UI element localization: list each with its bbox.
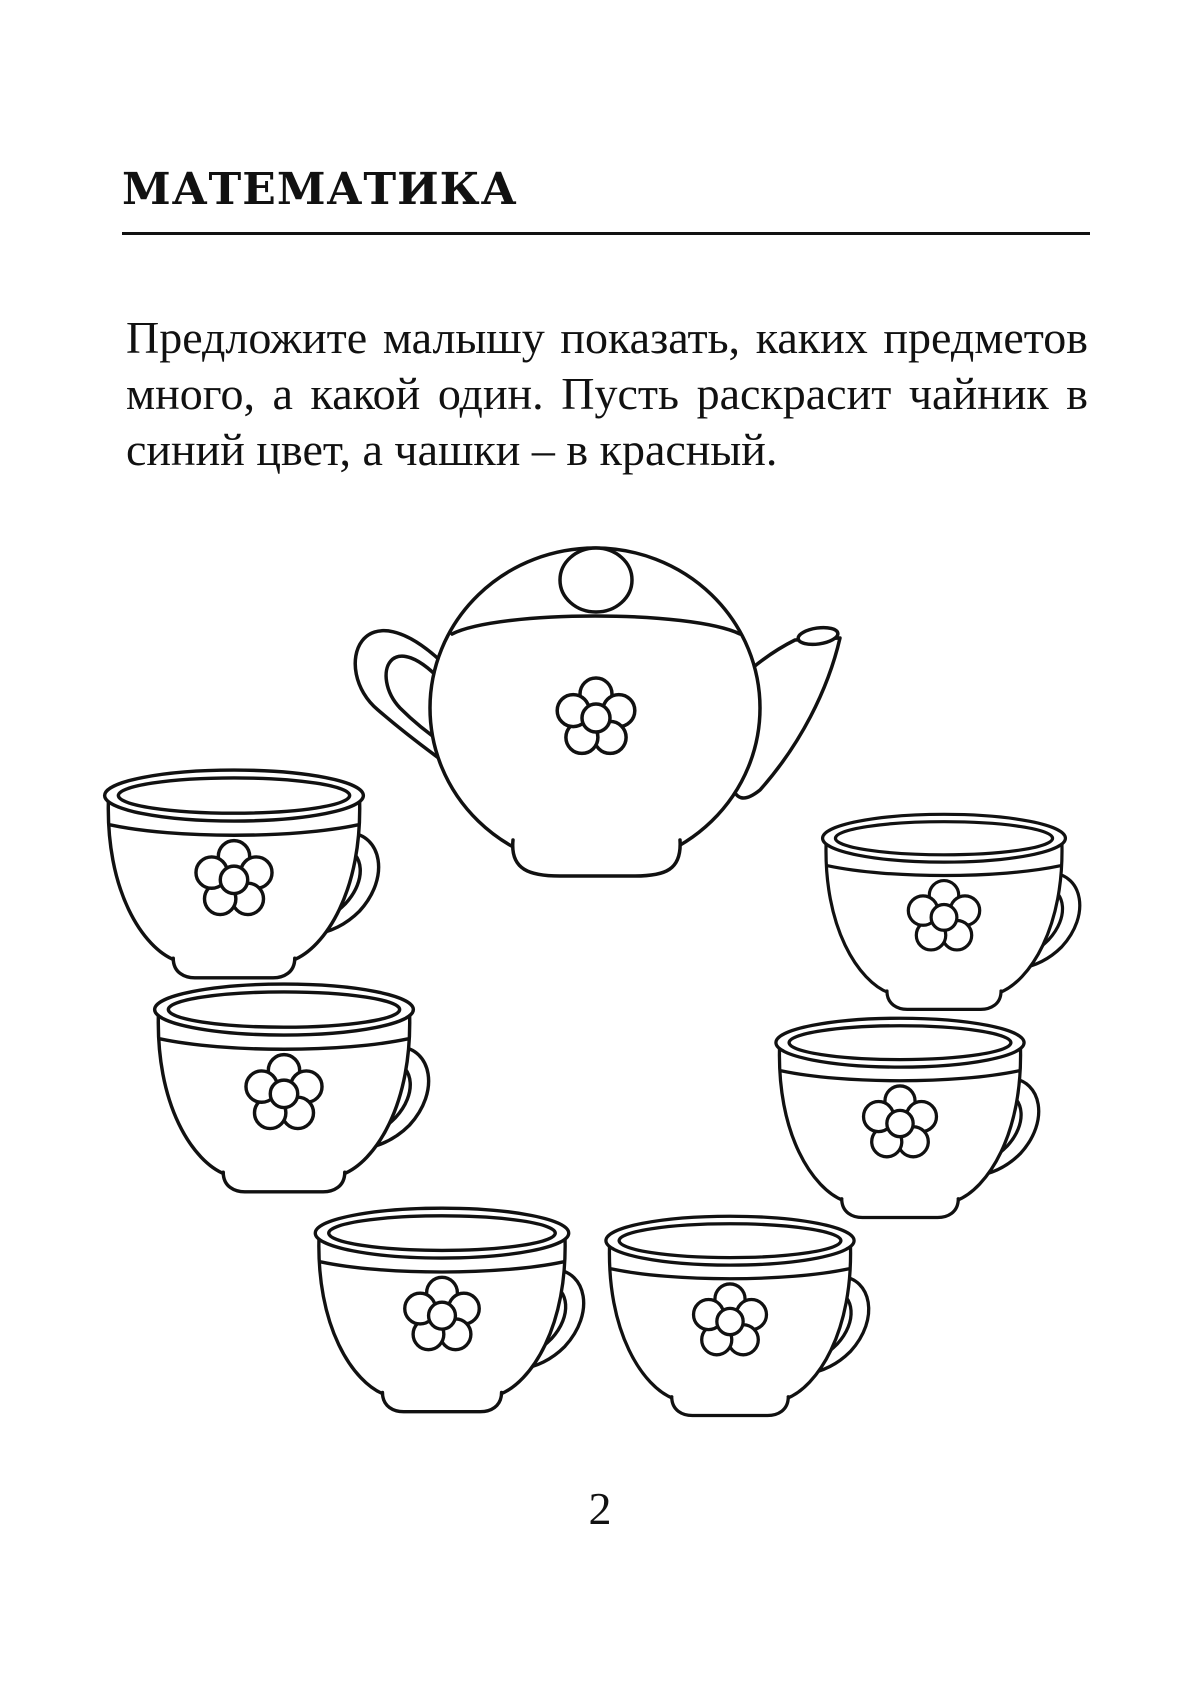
cup-icon bbox=[315, 1208, 583, 1412]
cup-icon bbox=[155, 984, 429, 1192]
cup-icon bbox=[105, 770, 379, 978]
tea-set-illustration bbox=[0, 540, 1200, 1480]
cup-icon bbox=[606, 1216, 869, 1415]
cup-icon bbox=[776, 1018, 1039, 1217]
page-number: 2 bbox=[588, 1483, 612, 1534]
teapot-icon bbox=[355, 548, 840, 876]
instruction-text: Предложите малышу показать, каких предметов много, а какой один. Пусть раскрасит чайник в синий цвет, а чашки – в красный. bbox=[126, 312, 1088, 475]
title-divider bbox=[122, 232, 1090, 235]
cup-icon bbox=[823, 814, 1080, 1009]
page-title: МАТЕМАТИКА bbox=[122, 164, 518, 215]
